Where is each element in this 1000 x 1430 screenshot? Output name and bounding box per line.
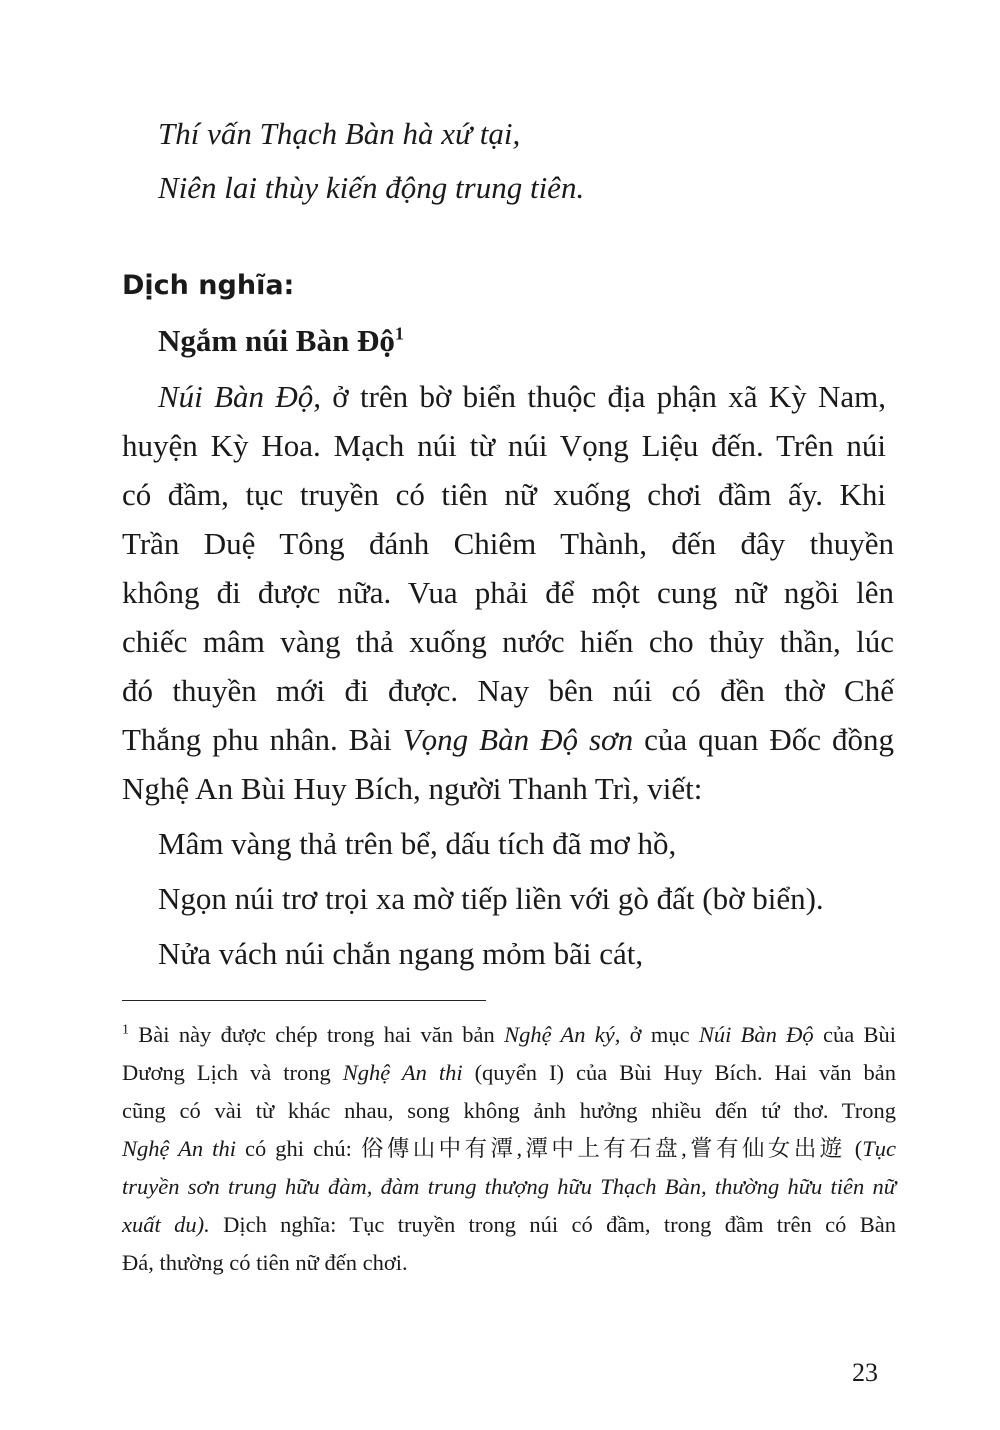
fn2a: Dương Lịch và trong	[122, 1060, 343, 1085]
paragraph-line-4: Trần Duệ Tông đánh Chiêm Thành, đến đây thuyền	[122, 526, 894, 561]
paragraph-line-3: có đầm, tục truyền có tiên nữ xuống chơi đầm ấy. Khi	[122, 477, 886, 512]
footnote-line-2	[122, 1062, 896, 1085]
verse-line-2: Ngọn núi trơ trọi xa mờ tiếp liền với gò đất (bờ biển).	[158, 881, 824, 916]
fn1a: Bài này được chép trong hai văn bản	[129, 1022, 505, 1047]
poem-line-1: Thí vấn Thạch Bàn hà xứ tại,	[158, 116, 521, 151]
fn1e: của Bùi	[813, 1022, 896, 1047]
footnote-line-7: Đá, thường có tiên nữ đến chơi.	[122, 1250, 408, 1275]
footnote-line-3: cũng có vài từ khác nhau, song không ảnh hưởng nhiều đến tứ thơ. Trong	[122, 1098, 896, 1123]
footnote-line-1	[122, 1024, 896, 1047]
paragraph-line-8-pre: Thắng phu nhân. Bài	[122, 722, 403, 757]
paragraph-line-5: không đi được nữa. Vua phải để một cung nữ ngồi lên	[122, 575, 894, 610]
footnote-divider	[122, 1000, 486, 1001]
fn2c: (quyển I) của Bùi Huy Bích. Hai văn bản	[462, 1060, 896, 1085]
page-number: 23	[852, 1358, 878, 1387]
paragraph-line-1-rest: ở trên bờ biển thuộc địa phận xã Kỳ Nam,	[320, 379, 886, 414]
fn2b: Nghệ An thi	[342, 1060, 463, 1085]
footnote-marker: 1	[394, 323, 404, 344]
poem-title: Vọng Bàn Độ sơn	[402, 722, 634, 757]
paragraph-line-7: đó thuyền mới đi được. Nay bên núi có đền thờ Chế	[122, 673, 894, 708]
footnote-line-5: truyền sơn trung hữu đàm, đàm trung thượng hữu Thạch Bàn, thường hữu tiên nữ	[122, 1174, 896, 1199]
place-name: Núi Bàn Độ,	[158, 379, 321, 414]
translation-title	[158, 325, 404, 356]
footnote-line-6	[122, 1214, 896, 1237]
verse-line-1: Mâm vàng thả trên bể, dấu tích đã mơ hồ,	[158, 826, 677, 861]
paragraph-line-1	[158, 381, 886, 412]
fn1c: ở mục	[620, 1022, 699, 1047]
paragraph-line-8-post: của quan Đốc đồng	[633, 722, 894, 757]
paragraph-line-9: Nghệ An Bùi Huy Bích, người Thanh Trì, viết:	[122, 771, 703, 806]
fn1d: Núi Bàn Độ	[698, 1022, 814, 1047]
fn4b: có ghi chú: 俗傳山中有潭,潭中上有石盘,嘗有仙女出遊 (	[235, 1136, 863, 1161]
translation-title-text: Ngắm núi Bàn Độ	[158, 323, 395, 358]
paragraph-line-6: chiếc mâm vàng thả xuống nước hiến cho thủy thần, lúc	[122, 624, 894, 659]
fn6a: xuất du).	[122, 1212, 210, 1237]
fn4a: Nghệ An thi	[122, 1136, 236, 1161]
fn6b: Dịch nghĩa: Tục truyền trong núi có đầm, trong đầm trên có Bàn	[209, 1212, 896, 1237]
section-heading: Dịch nghĩa:	[122, 270, 295, 301]
fn4c: Tục	[862, 1136, 896, 1161]
footnote-number: 1	[122, 1022, 129, 1038]
paragraph-line-2: huyện Kỳ Hoa. Mạch núi từ núi Vọng Liệu đến. Trên núi	[122, 428, 886, 463]
fn1b: Nghệ An ký,	[504, 1022, 621, 1047]
footnote-line-4	[122, 1138, 896, 1161]
paragraph-line-8	[122, 724, 894, 755]
verse-line-3: Nửa vách núi chắn ngang mỏm bãi cát,	[158, 936, 644, 971]
poem-line-2: Niên lai thùy kiến động trung tiên.	[158, 170, 585, 205]
